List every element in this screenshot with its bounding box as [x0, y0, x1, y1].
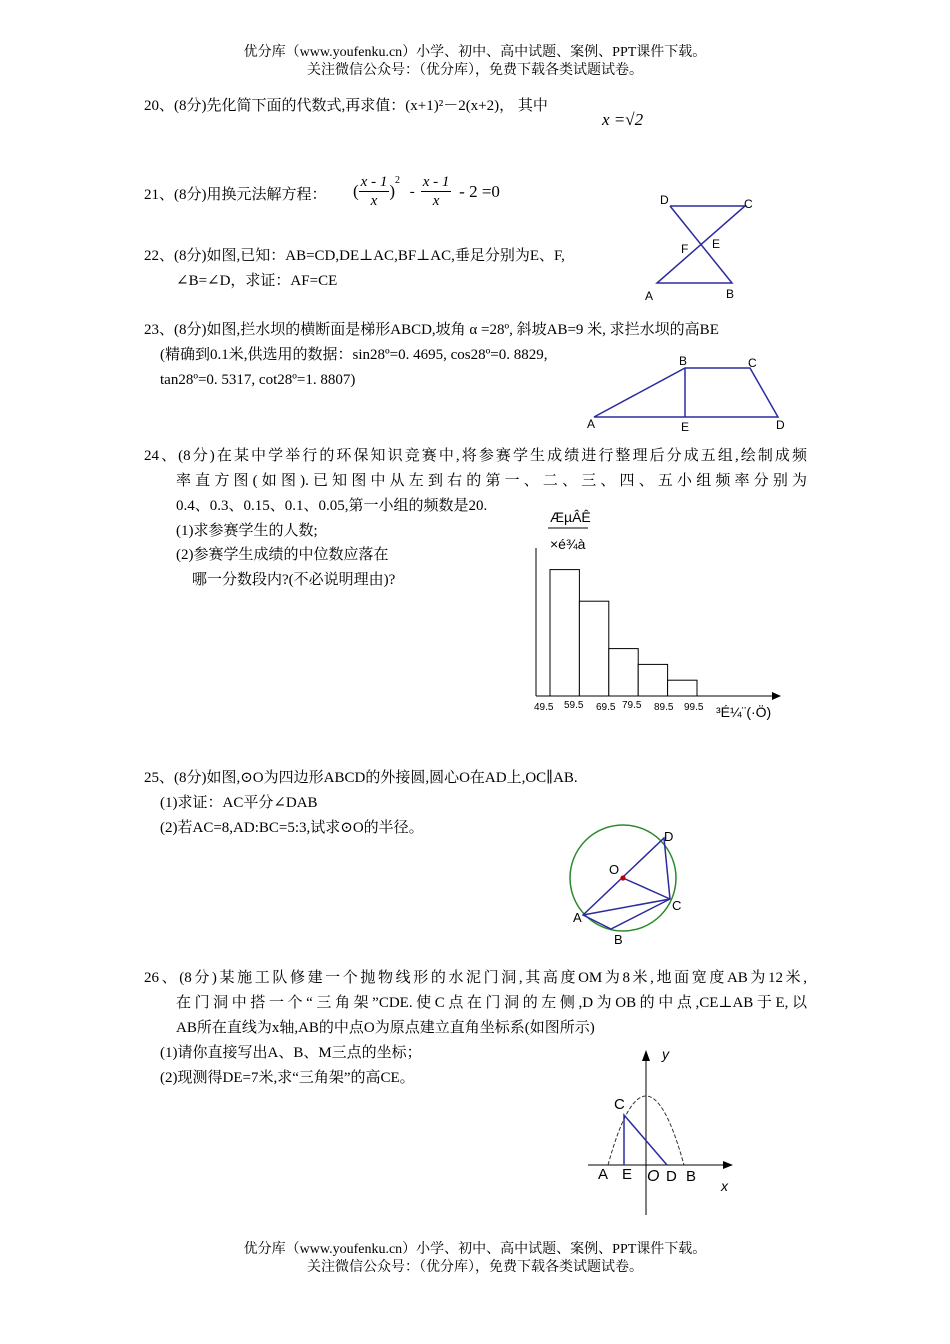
q25-center-dot: [620, 875, 625, 880]
q26-line-2: 在门洞中搭一个“三角架”CDE.使C点在门洞的左侧,D为OB的中点,CE⊥AB于E,以: [176, 995, 807, 1011]
q21-text: 21、(8分)用换元法解方程：: [144, 187, 327, 203]
q23-label-e: E: [681, 420, 690, 434]
q25-label-a: A: [573, 910, 582, 925]
q24-line-2: 率直方图(如图).已知图中从左到右的第一、二、三、四、五小组频率分别为: [176, 473, 807, 489]
chart-ylabel-bottom: ×é¾à: [550, 536, 586, 552]
q25-sub-2: (2)若AC=8,AD:BC=5:3,试求⊙O的半径。: [160, 820, 424, 836]
q21-frac1-num: x - 1: [360, 174, 388, 191]
q25-label-o: O: [609, 862, 620, 877]
q25-sub-1: (1)求证：AC平分∠DAB: [160, 795, 318, 811]
q24-sub-2: (2)参赛学生成绩的中位数应落在: [176, 547, 389, 563]
q21-equation: [353, 171, 500, 210]
q23-trapezoid: [594, 368, 778, 417]
q23-line-2: (精确到0.1米,供选用的数据：sin28º=0. 4695, cos28º=0. 8829,: [160, 347, 548, 363]
q22-label-d: D: [660, 193, 669, 207]
q25-radius-oc: [623, 878, 670, 899]
q26-label-o: O: [647, 1168, 660, 1185]
q26-label-a: A: [598, 1166, 609, 1183]
q21-open-paren: (: [353, 181, 359, 201]
footer-line-2: 关注微信公众号：（优分库），免费下载各类试题试卷。: [307, 1260, 643, 1275]
q23-label-a: A: [587, 417, 596, 431]
q25-diagonal-ac: [583, 899, 670, 915]
q22-label-b: B: [726, 287, 735, 301]
q21-close-paren: ): [389, 181, 395, 201]
q22-lines: [657, 206, 745, 283]
q24-line-3: 0.4、0.3、0.15、0.1、0.05,第一小组的频数是20.: [176, 498, 488, 514]
question-20: [144, 96, 548, 116]
q22-line-1: 22、(8分)如图,已知：AB=CD,DE⊥AC,BF⊥AC,垂足分别为E、F,: [144, 248, 565, 264]
q22-label-e: E: [712, 237, 721, 251]
chart-ylabel-top: ÆµÂÊ: [550, 509, 591, 525]
q25-figure: [560, 820, 700, 950]
histogram-bar-2: [579, 601, 608, 696]
q21-frac2-den: x: [432, 193, 440, 210]
q26-label-y: y: [662, 1046, 669, 1062]
histogram-bar-3: [609, 649, 638, 696]
chart-xlabel: ³É¼¨(·Ö): [716, 704, 772, 720]
q21-fraction-2: [421, 173, 452, 210]
tick-label-49-5: 49.5: [534, 702, 554, 713]
q22-label-a: A: [645, 289, 654, 303]
q23-line-3: tan28º=0. 5317, cot28º=1. 8807): [160, 372, 356, 388]
tick-label-69-5: 69.5: [596, 702, 616, 713]
q26-x-arrow: [723, 1161, 733, 1169]
q21-frac1-den: x: [370, 193, 378, 210]
q25-quadrilateral: [583, 838, 670, 929]
tick-label-59-5: 59.5: [564, 700, 584, 711]
header-line-2: 关注微信公众号：（优分库），免费下载各类试题试卷。: [307, 63, 643, 78]
histogram-bar-5: [668, 680, 697, 696]
q25-label-d: D: [664, 829, 674, 844]
q26-figure: [580, 1045, 750, 1220]
q26-label-x: x: [721, 1178, 728, 1194]
q26-line-1: 26、(8分)某施工队修建一个抛物线形的水泥门洞,其高度OM为8米,地面宽度AB为12米,: [144, 970, 807, 986]
q23-label-c: C: [748, 356, 757, 370]
q26-sub-2: (2)现测得DE=7米,求“三角架”的高CE。: [160, 1070, 415, 1086]
tick-label-79-5: 79.5: [622, 700, 642, 711]
tick-label-89-5: 89.5: [654, 702, 674, 713]
q21-tail: - 2 =0: [459, 181, 500, 201]
q26-label-c: C: [614, 1096, 625, 1113]
q23-label-d: D: [776, 418, 785, 432]
q26-sub-1: (1)请你直接写出A、B、M三点的坐标；: [160, 1045, 422, 1061]
header-line-1: 优分库（www.youfenku.cn）小学、初中、高中试题、案例、PPT课件下载。: [243, 45, 707, 60]
q22-line-2: ∠B=∠D，求证：AF=CE: [176, 273, 338, 289]
q20-text: 20、(8分)先化简下面的代数式,再求值：(x+1)²－2(x+2)， 其中: [144, 98, 548, 114]
q23-line-1: 23、(8分)如图,拦水坝的横断面是梯形ABCD,坡角 α =28º, 斜坡AB=9 米, 求拦水坝的高BE: [144, 322, 719, 338]
q26-label-b: B: [686, 1168, 697, 1185]
q26-label-e: E: [622, 1166, 633, 1183]
chart-bars: [550, 570, 697, 696]
q26-label-d: D: [666, 1168, 677, 1185]
q23-figure: [580, 350, 795, 435]
footer-line-1: 优分库（www.youfenku.cn）小学、初中、高中试题、案例、PPT课件下载。: [243, 1242, 707, 1257]
q25-label-b: B: [614, 932, 623, 947]
q22-label-f: F: [681, 242, 689, 256]
chart-x-arrow: [772, 692, 781, 700]
q25-line-1: 25、(8分)如图,⊙O为四边形ABCD的外接圆,圆心O在AD上,OC∥AB.: [144, 770, 578, 786]
q21-fraction-1: [359, 173, 390, 210]
chart-tick-labels: [534, 700, 704, 713]
q24-sub-3: 哪一分数段内?(不必说明理由)?: [192, 572, 396, 588]
q24-sub-1: (1)求参赛学生的人数;: [176, 523, 318, 539]
q23-label-b: B: [679, 354, 688, 368]
q21-frac2-num: x - 1: [422, 174, 450, 191]
q22-figure: [640, 190, 770, 305]
tick-label-99-5: 99.5: [684, 702, 704, 713]
q24-line-1: 24、(8分)在某中学举行的环保知识竞赛中,将参赛学生成绩进行整理后分成五组,绘制成频: [144, 448, 807, 464]
q21-sup: 2: [395, 175, 400, 186]
q25-label-c: C: [672, 898, 682, 913]
q20-value: x =√2: [602, 110, 644, 129]
q26-y-arrow: [642, 1050, 650, 1061]
histogram-bar-4: [638, 664, 667, 696]
histogram-bar-1: [550, 570, 579, 696]
q21-minus: -: [409, 183, 415, 200]
q26-line-3: AB所在直线为x轴,AB的中点O为原点建立直角坐标系(如图所示): [176, 1020, 595, 1036]
q24-histogram: [520, 500, 795, 725]
q22-label-c: C: [744, 197, 753, 211]
